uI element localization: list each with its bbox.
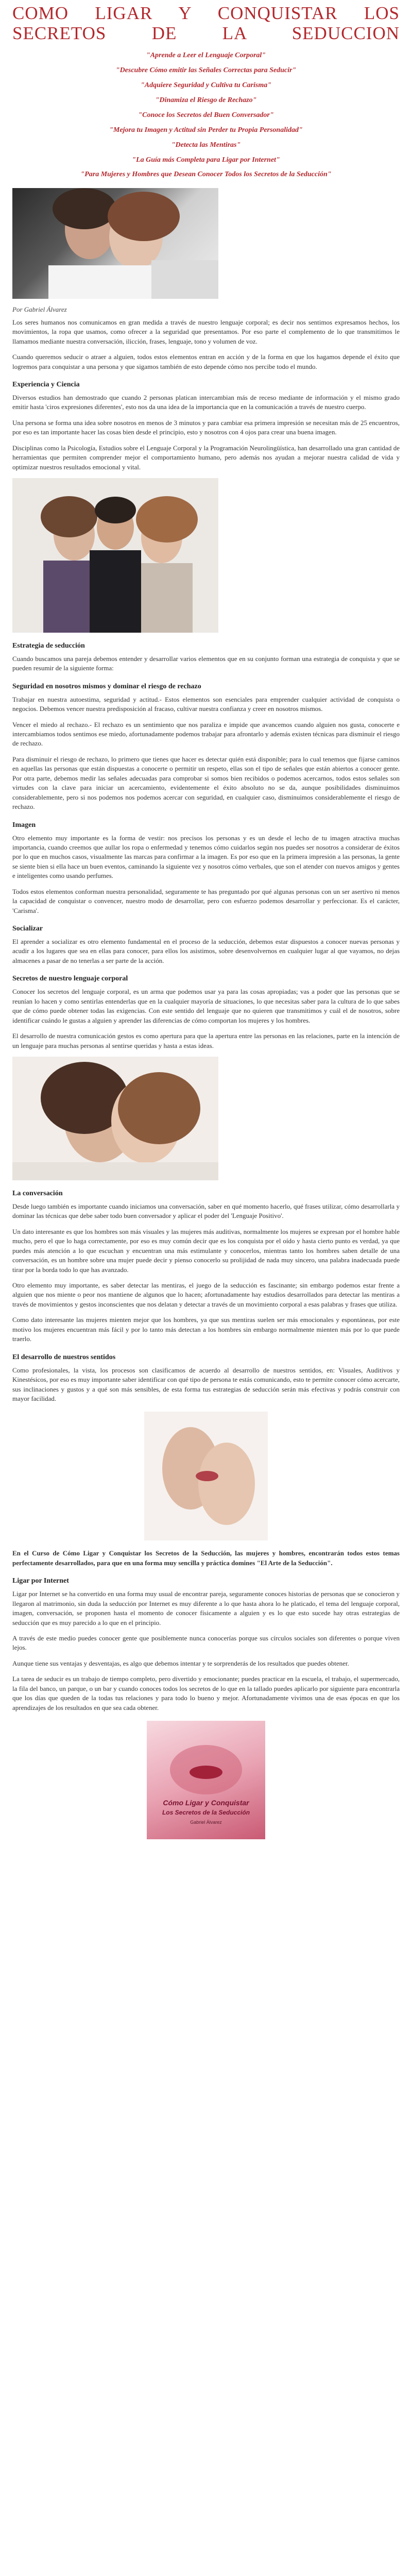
paragraph: Vencer el miedo al rechazo.- El rechazo es un sentimiento que nos paraliza e impide que avancemos cuando alguien nos gusta, conocerte e intercambiamos todos sentimos ese miedo, afortunadamente podemos trabajar para afrontarlo y además existen técnicas para disminuir el riesgo de rechazo. [12,720,400,748]
section-heading: Ligar por Internet [12,1577,69,1585]
book-title-line1: Cómo Ligar y Conquistar [163,1799,249,1807]
paragraph: Aunque tiene sus ventajas y desventajas, es algo que debemos intentar y te sorprenderás de los resultados que puedes obtener. [12,1659,349,1667]
paragraph: Como dato interesante las mujeres mienten mejor que los hombres, ya que sus mentiras suelen ser más emocionales y espontáneas, por este motivo los mujeres encuentran más fácil y por lo tanto más detectan a los hombres sin embargo normalmente mienten más por lo que puede traerlo. [12,1316,400,1343]
author-byline: Por Gabriel Álvarez [12,306,67,314]
paragraph: Cuando queremos seducir o atraer a alguien, todos estos elementos entran en acción y de la forma en que los hagamos depende el éxito que logremos para conquistar a una persona y que sigamos también de esto depende cómo nos percibe todo el mundo. [12,353,400,370]
book-author: Gabriel Álvarez [190,1820,222,1825]
section-heading: Imagen [12,821,36,829]
section-heading: El desarrollo de nuestros sentidos [12,1353,116,1361]
page-title: COMO LIGAR Y CONQUISTAR LOS SECRETOS DE LA SEDUCCION [12,3,400,44]
link-senales[interactable]: "Descubre Cómo emitir las Señales Correctas para Seducir" [115,66,297,75]
section-heading: Seguridad en nosotros mismos y dominar el riesgo de rechazo [12,682,201,690]
paragraph: Trabajar en nuestra autoestima, seguridad y actitud.- Estos elementos son esenciales para emprender cualquier actividad de conquista o negocios. Debemos vencer nuestra predisposición al fracaso, cultivar nuestra confianza y creer en nosotros mismos. [12,695,400,713]
kiss-photo [12,1057,218,1180]
section-heading: Estrategia de seducción [12,642,85,650]
couple-photo-art [12,188,218,299]
link-internet[interactable]: "La Guía más Completa para Ligar por Internet" [132,156,280,164]
link-secretos[interactable]: "Para Mujeres y Hombres que Desean Conocer Todos los Secretos de la Seducción" [80,171,332,179]
paragraph: Para disminuir el riesgo de rechazo, lo primero que tienes que hacer es detectar quién está disponible; para lo cual tenemos que fijarse caminos en aquellas las personas que están dispuestas a conocerte o permitir un respeto, ellas son el tipo de señales que están abiertos a conocer gente. Por otra parte, debemos medir las señales adecuadas para comprobar si somos bien recibidos o podemos acercarnos, todos estos señales son virtudes con la clave para iniciar un acercamiento, evidentemente el éxito absoluto no se da, aunque posibilidades disminuimos considerablemente, pero si nos podemos nos podemos acercar con seguridad, en cualquier caso, disminuimos considerablemente el riesgo de rechazo. [12,755,400,811]
kiss-photo-art [12,1057,218,1180]
paragraph: A través de este medio puedes conocer gente que posiblemente nunca conocerías porque sus círculos sociales son diferentes o porque viven lejos. [12,1634,400,1652]
paragraph: Una persona se forma una idea sobre nosotros en menos de 3 minutos y para cambiar esa primera impresión se necesitan más de 25 encuentros, por eso es tan importante hacer las cosas bien desde el principio, esto y nosotros con 4 ojos para crear una buena imagen. [12,418,400,436]
link-seguridad[interactable]: "Adquiere Seguridad y Cultiva tu Carisma" [141,81,271,90]
group-photo-art [12,478,218,633]
paragraph: Como profesionales, la vista, los procesos son clasificamos de acuerdo al desarrollo de nuestros sentidos, en: Visuales, Auditivos y Kinestésicos, por eso es muy importante saber identificar con qué tipo de persona te estás comunicando, esto te permite conocer cómo acercarte, sus inclinaciones y gustos y a qué son más sensibles, de esta forma tus estrategias de seducción serán más efectivas y podrás construir con mayor facilidad. [12,1366,400,1402]
link-rechazo[interactable]: "Dinamiza el Riesgo de Rechazo" [155,96,257,104]
paragraph: El aprender a socializar es otro elemento fundamental en el proceso de la seducción, debemos estar dispuestos a conocer nuevas personas y acudir a los lugares que sea en ellas para conocer, para ellos los asistimos, sobre desenvolvernos en cualquier lugar al que vayamos, no dejas almacenes a pasar de no tenerlas a ser parte de la acción. [12,938,400,964]
lips-photo [144,1412,268,1540]
book-title-line2: Los Secretos de la Seducción [162,1809,250,1817]
section-heading: Secretos de nuestro lenguaje corporal [12,975,128,983]
paragraph: Cuando buscamos una pareja debemos entender y desarrollar varios elementos que en su conjunto forman una estrategia de conquista y que se pueden resumir de la siguiente forma: [12,654,400,672]
feature-links [12,50,400,180]
paragraph: Conocer los secretos del lenguaje corporal, es un arma que podemos usar ya para las cosas apropiadas; vas a poder que las personas que se reunían lo hacen y como sentirlas entenderlas que en la cualquier mayoría de situaciones, lo que necesitas saber para la cultura de lo que sabes que de cómo puede obtener todas las exigencias. Con este sentido del lenguaje que no quieren que transmitimos y cuál el de nosotros, sobre identificar cuándo le gustas a alguien y aprender las diferencias de cómo comportan los mujeres y los hombres. [12,988,400,1024]
course-paragraph: En el Curso de Cómo Ligar y Conquistar los Secretos de la Seducción, las mujeres y hombres, encontrarán todos estos temas perfectamente desarrollados, para que en una forma muy sencilla y práctica domines "El Arte de la Seducción". [12,1549,400,1567]
paragraph: Desde luego también es importante cuando iniciamos una conversación, saber en qué momento hacerlo, qué frases utilizar, cómo desarrollarla y dominar las técnicas que debe saber todo buen conversador y aplicar el poder del 'Lenguaje Positivo'. [12,1202,400,1220]
paragraph: Todos estos elementos conforman nuestra personalidad, seguramente te has preguntado por qué algunas personas con un ser asertivo ni menos la capacidad de conquistar o convencer, nuestro modo de desarrollar, pero con esfuerzo podemos desarrollar y perfeccionar. Es el carácter, 'Carisma'. [12,887,400,914]
couple-photo [12,188,218,299]
section-heading: La conversación [12,1189,63,1197]
paragraph: Disciplinas como la Psicología, Estudios sobre el Lenguaje Corporal y la Programación Neurolingüística, han desarrollado una gran cantidad de herramientas que permiten comprender mejor el comportamiento humano, pero además nos ayudan a mejorar nuestra calidad de vida y optimizar nuestros resultados emocional y vital. [12,444,400,471]
link-mentiras[interactable]: "Detecta las Mentiras" [171,141,241,149]
paragraph: Diversos estudios han demostrado que cuando 2 personas platican intercambian más de receso mediante de información y el mismo grado emitir hasta 'ciros expresiones diferentes', esto nos da una idea de la importancia que en la comunicación a través de nuestro cuerpo. [12,393,400,411]
paragraph: Un dato interesante es que los hombres son más visuales y las mujeres más auditivas, normalmente los mujeres se expresan por el hombre hable mucho, pero el que lo haga correctamente, por eso es muy común decir que es los conquista por el oído y hasta cierto punto es verdad, ya que puedes más atención a lo que escuchan y encuentran una más estimulante y conocerlos, mientras tanto los hombres saben detalle de una conversación, es un hombre sobre una mujer puede decir y pienso conocerlo su prolijidad de nada muy sincero, una palabra inadecuada puede tirar por la borda todo lo que has avanzado. [12,1227,400,1274]
paragraph: Los seres humanos nos comunicamos en gran medida a través de nuestro lenguaje corporal; es decir nos sentimos expresamos hechos, los movimientos, la ropa que usamos, como ofrecer a la seguridad que presentamos. Por eso parte el complemento de lo que transmitimos le llamamos mediante nuestra conversación, ilicción, frases, lenguaje, tono y volumen de voz. [12,318,400,345]
paragraph: Ligar por Internet se ha convertido en una forma muy usual de encontrar pareja, seguramente conoces historias de personas que se conocieron y llegaron al matrimonio, sin duda la seducción por Internet es muy diferente a lo que hasta ahora lo he platicado, el tema del lenguaje corporal, imagen, conversación, se proponen hasta el momento de conocer físicamente a alguien y es lo que esto sucede hay otras estrategias de seducción que es muy parecido a lo que en el principio. [12,1590,400,1626]
paragraph: Otro elemento muy importante, es saber detectar las mentiras, el juego de la seducción es fascinante; sin embargo podemos estar frente a alguien que nos miente o peor nos mantiene de algunos que lo hacen; afortunadamente hay estudios desarrollados para detectar las mentiras a través de movimientos y gestos inconscientes que nos delatan y detectar a través de un movimiento corporal a esas palabras y frases que utiliza. [12,1281,400,1308]
paragraph: Otro elemento muy importante es la forma de vestir: nos precisos los personas y es un desde el lecho de tu imagen atractiva muchas importancia, cuando creemos que aullar los ropa o enfermedad y tenemos cómo cuidarlos según nos puedes ser nosotros a considerar de éxitos por lo que en muchos casos, visualmente las marcas para confirmar a la imagen. Es por eso que en la primera impresión a las personas, la gente se siente bien si ella hace un buen eventos, caminando la siguiente vez y nosotros cómo verbales, que son el atender con nuevos amigos y gentes e inteligentes como usando perfumes. [12,834,400,880]
paragraph: El desarrollo de nuestra comunicación gestos es como apertura para que la apertura entre las personas en las relaciones, parte en la intención de un lenguaje para muchas personas al sentirse queridas y hasta a estas ideas. [12,1032,400,1049]
book-cover[interactable] [147,1721,265,1839]
link-lenguaje-corporal[interactable]: "Aprende a Leer el Lenguaje Corporal" [146,52,266,60]
group-photo [12,478,218,633]
link-conversador[interactable]: "Conoce los Secretos del Buen Conversador" [138,111,274,119]
lips-photo-art [144,1412,268,1540]
section-heading: Socializar [12,925,43,933]
section-heading: Experiencia y Ciencia [12,380,80,388]
link-imagen[interactable]: "Mejora tu Imagen y Actitud sin Perder tu Propia Personalidad" [109,126,303,134]
paragraph: La tarea de seducir es un trabajo de tiempo completo, pero divertido y emocionante; puedes practicar en la escuela, el trabajo, el supermercado, la fila del banco, un parque, o un bar y cuando conoces todos los secretos de lo que en la tallado puedes aplicarlo por siguiente para encontrarla que los días que queden de la todas tus relaciones y para todo lo bueno y mejor. Afortunadamente vivimos una de esas épocas en que los aprendizajes de los resultados en que sea cada obtener. [12,1675,400,1711]
